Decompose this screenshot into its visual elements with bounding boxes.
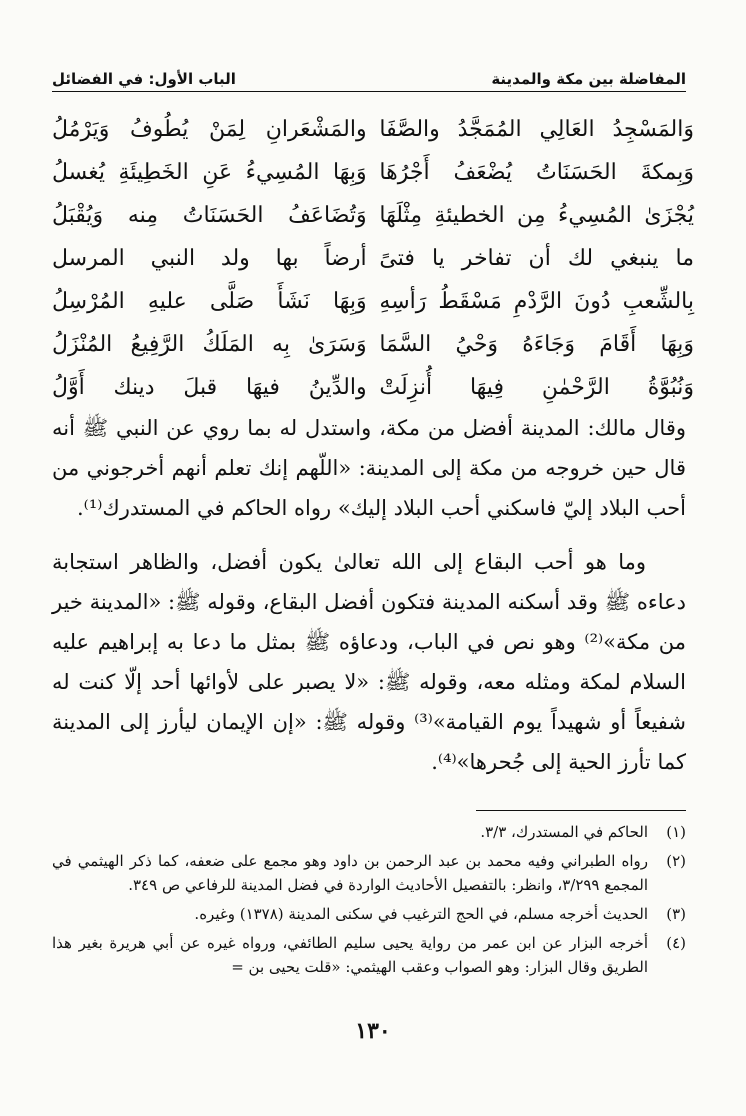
footnote-number: (٤): [666, 934, 686, 952]
verse-second-hemistich: وَبِهَا نَشَأَ صَلَّى عليهِ المُرْسِلُ: [52, 289, 367, 314]
footnote-text: أخرجه البزار عن ابن عمر من رواية يحيى سليم الطائفي، ورواه غيره عن أبي هريرة بغير هذا الطريق وقال البزار: وهو الصواب وعقب الهيثمي: «قلت يحيى بن =: [52, 934, 648, 976]
footnote: [52, 849, 686, 897]
page-number: ١٣٠: [355, 1018, 391, 1044]
poem-block: [52, 108, 694, 409]
book-title: المفاضلة بين مكة والمدينة: [491, 70, 686, 88]
footnote-text: رواه الطبراني وفيه محمد بن عبد الرحمن بن داود وهو مجمع على ضعفه، كما ذكر الهيثمي في المجمع ٣/٢٩٩، وانظر: بالتفصيل الأحاديث الواردة في فضل المدينة للرفاعي ص ٣٤٩.: [52, 852, 648, 894]
footnote-text: الحديث أخرجه مسلم، في الحج الترغيب في سكنى المدينة (١٣٧٨) وغيره.: [194, 905, 648, 923]
verse-first-hemistich: يُجْزَىٰ المُسِيءُ مِن الخطيئةِ مِثْلَهَا: [379, 203, 694, 228]
verse-first-hemistich: وَبِمكةَ الحَسَنَاتُ يُضْعَفُ أَجْرُهَا: [379, 160, 694, 185]
poem-verse: [52, 366, 694, 409]
running-header: [52, 58, 686, 88]
footnotes: [52, 820, 686, 984]
verse-second-hemistich: وَبِهَا المُسِيءُ عَنِ الخَطِيئَةِ يُغسلُ: [52, 160, 367, 185]
paragraph: وما هو أحب البقاع إلى الله تعالىٰ يكون أفضل، والظاهر استجابة دعاءه ﷺ وقد أسكنه المدينة فتكون أفضل البقاع، وقوله ﷺ: «المدينة خير من مكة»⁽²⁾ وهو نص في الباب، ودعاؤه ﷺ بمثل ما دعا به إبراهيم عليه السلام لمكة ومثله معه، وقوله ﷺ: «لا يصبر على لأوائها أحد إلّا كنت له شفيعاً أو شهيداً يوم القيامة»⁽³⁾ وقوله ﷺ: «إن الإيمان ليأرز إلى المدينة كما تأرز الحية إلى جُحرها»⁽⁴⁾.: [52, 550, 686, 774]
footnote-text: الحاكم في المستدرك، ٣/٣.: [480, 823, 648, 841]
footnote: [52, 902, 686, 926]
verse-second-hemistich: أرضاً بها ولد النبي المرسل: [52, 246, 367, 271]
verse-second-hemistich: والدِّينُ فيهَا قبلَ دينك أَوَّلُ: [52, 375, 367, 400]
poem-verse: [52, 151, 694, 194]
poem-verse: [52, 108, 694, 151]
chapter-title: الباب الأول: في الفضائل: [52, 70, 236, 88]
verse-second-hemistich: وَسَرَىٰ بِه المَلَكُ الرَّفِيعُ المُنْزَلُ: [52, 332, 367, 357]
poem-verse: [52, 323, 694, 366]
body-text: [52, 408, 686, 782]
verse-first-hemistich: وَالمَسْجِدُ العَالِي المُمَجَّدُ والصَّفَا: [379, 117, 694, 142]
footnote-number: (١): [666, 823, 686, 841]
paragraph: وقال مالك: المدينة أفضل من مكة، واستدل له بما روي عن النبي ﷺ أنه قال حين خروجه من مكة إلى المدينة: «اللّهم إنك تعلم أنهم أخرجوني من أحب البلاد إليّ فاسكني أحب البلاد إليك» رواه الحاكم في المستدرك⁽¹⁾.: [52, 416, 686, 520]
verse-second-hemistich: والمَشْعَرانِ لِمَنْ يُطُوفُ وَيَرْمُلُ: [52, 117, 367, 142]
poem-verse: [52, 280, 694, 323]
footnote: [52, 820, 686, 844]
header-divider: [52, 91, 686, 92]
footnote-number: (٢): [666, 852, 686, 870]
poem-verse: [52, 194, 694, 237]
footnote-divider: [476, 810, 686, 811]
verse-second-hemistich: وَتُضَاعَفُ الحَسَنَاتُ مِنه وَيُقْبَلُ: [52, 203, 367, 228]
footnote-number: (٣): [666, 905, 686, 923]
poem-verse: [52, 237, 694, 280]
verse-first-hemistich: وَبِهَا أَقَامَ وَجَاءَهُ وَحْيُ السَّمَا: [379, 332, 694, 357]
verse-first-hemistich: بِالشِّعبِ دُونَ الرَّدْمِ مَسْقَطُ رَأسِهِ: [379, 289, 694, 314]
footnote: [52, 931, 686, 979]
verse-first-hemistich: ما ينبغي لك أن تفاخر يا فتىً: [379, 246, 694, 271]
verse-first-hemistich: وَنُبُوَّةُ الرَّحْمٰنِ فِيهَا أُنزِلَتْ: [379, 375, 694, 400]
